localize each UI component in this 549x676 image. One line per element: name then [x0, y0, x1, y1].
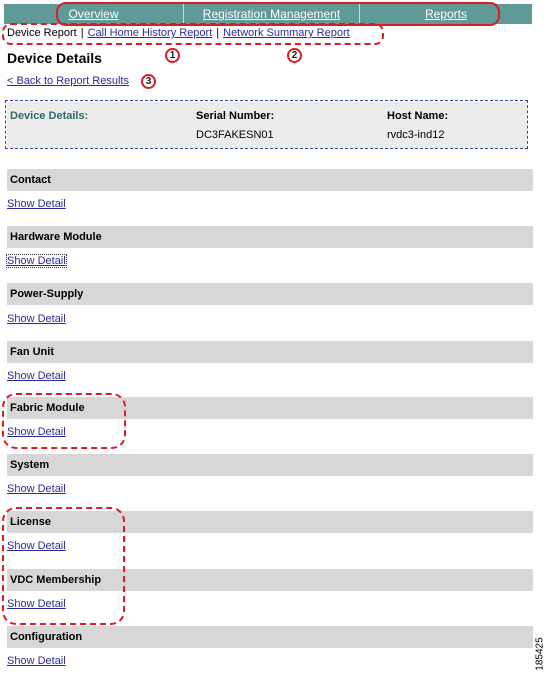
show-detail-link-license[interactable]: Show Detail: [7, 540, 66, 552]
callout-1: 1: [165, 48, 180, 63]
show-detail-link-fabric-module[interactable]: Show Detail: [7, 426, 66, 438]
section-header-vdc-membership: VDC Membership: [7, 569, 533, 591]
report-sub-tabs: [7, 27, 350, 39]
show-detail-link-fan-unit[interactable]: Show Detail: [7, 370, 66, 382]
page-title: Device Details: [7, 50, 102, 66]
show-detail-link-vdc-membership[interactable]: Show Detail: [7, 598, 66, 610]
section-header-fan-unit: Fan Unit: [7, 341, 533, 363]
device-details-heading: Device Details:: [10, 110, 89, 122]
figure-id: [532, 636, 548, 672]
device-details-panel: [7, 102, 527, 148]
section-header-power-supply: Power-Supply: [7, 283, 533, 305]
top-nav-bar: [4, 4, 532, 24]
figure-id-text: 185425: [534, 637, 546, 671]
host-name-label: Host Name:: [387, 110, 449, 122]
nav-tab-overview[interactable]: Overview: [4, 4, 184, 24]
section-header-system: System: [7, 454, 533, 476]
host-name-value: rvdc3-ind12: [387, 129, 445, 141]
serial-number-value: DC3FAKESN01: [196, 129, 274, 141]
serial-number-label: Serial Number:: [196, 110, 275, 122]
callout-2: 2: [287, 48, 302, 63]
callout-3: 3: [141, 74, 156, 89]
tab-separator: |: [80, 27, 84, 39]
section-header-fabric-module: Fabric Module: [7, 397, 533, 419]
show-detail-link-power-supply[interactable]: Show Detail: [7, 313, 66, 325]
nav-tab-reports[interactable]: Reports: [424, 7, 468, 21]
sub-tab-call-home-history-report[interactable]: Call Home History Report: [87, 27, 213, 39]
sub-tab-device-report: Device Report: [7, 27, 77, 39]
section-header-contact: Contact: [7, 169, 533, 191]
section-header-license: License: [7, 511, 533, 533]
tab-separator: |: [216, 27, 220, 39]
show-detail-link-hardware-module[interactable]: Show Detail: [7, 255, 66, 267]
sub-tab-network-summary-report[interactable]: Network Summary Report: [223, 27, 350, 39]
section-header-hardware-module: Hardware Module: [7, 226, 533, 248]
show-detail-link-contact[interactable]: Show Detail: [7, 198, 66, 210]
show-detail-link-configuration[interactable]: Show Detail: [7, 655, 66, 667]
back-to-report-results-link[interactable]: < Back to Report Results: [7, 75, 129, 87]
nav-tab-registration-management[interactable]: Registration Management: [184, 4, 360, 24]
section-header-configuration: Configuration: [7, 626, 533, 648]
show-detail-link-system[interactable]: Show Detail: [7, 483, 66, 495]
